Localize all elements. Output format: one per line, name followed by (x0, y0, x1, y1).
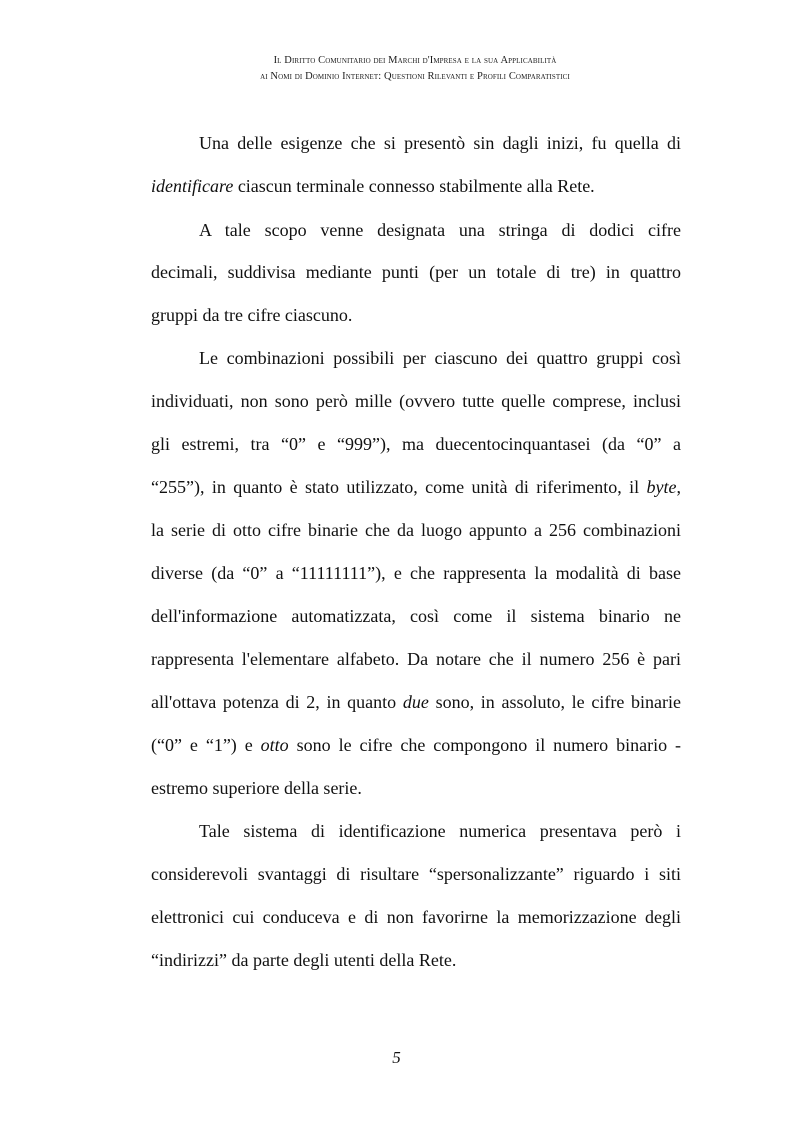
paragraph-3-line-9 (151, 691, 681, 713)
paragraph-3-line-3: gli estremi, tra “0” e “999”), ma duecentocinquantasei (da “0” a (151, 434, 681, 454)
paragraph-2-line-1: A tale scopo venne designata una stringa di dodici cifre (199, 220, 681, 240)
paragraph-3-line-2: individuati, non sono però mille (ovvero tutte quelle comprese, inclusi (151, 391, 681, 411)
paragraph-3-line-7: dell'informazione automatizzata, così come il sistema binario ne (151, 606, 681, 626)
paragraph-2-line-2: decimali, suddivisa mediante punti (per un totale di tre) in quattro (151, 262, 681, 282)
italic-term-due: due (402, 692, 429, 712)
paragraph-1-line-2 (151, 175, 681, 197)
paragraph-3-line-9-text-a: all'ottava potenza di 2, in quanto (151, 692, 397, 712)
paragraph-3-line-4-comma: , (676, 477, 681, 497)
paragraph-3-line-9-text-b: sono, in assoluto, le cifre binarie (435, 692, 682, 712)
paragraph-1-line-1: Una delle esigenze che si presentò sin dagli inizi, fu quella di (199, 133, 681, 153)
paragraph-3-line-8: rappresenta l'elementare alfabeto. Da notare che il numero 256 è pari (151, 649, 681, 669)
paragraph-3-line-4-text: “255”), in quanto è stato utilizzato, come unità di riferimento, il (151, 477, 640, 497)
italic-term-identificare: identificare (151, 176, 234, 196)
paragraph-4-line-3: elettronici cui conduceva e di non favorirne la memorizzazione degli (151, 907, 681, 927)
italic-term-otto: otto (260, 735, 289, 755)
page-number: 5 (392, 1048, 401, 1067)
paragraph-3-line-10-text-a: (“0” e “1”) e (151, 735, 253, 755)
italic-term-byte: byte (646, 477, 677, 497)
paragraph-3-line-4 (151, 476, 681, 498)
paragraph-3-line-5: la serie di otto cifre binarie che da luogo appunto a 256 combinazioni (151, 520, 681, 540)
paragraph-1-line-2-text: ciascun terminale connesso stabilmente alla Rete. (233, 176, 595, 196)
header-line-2: ai Nomi di Dominio Internet: Questioni Rilevanti e Profili Comparatistici (260, 71, 570, 82)
paragraph-3-line-10 (151, 734, 681, 756)
paragraph-4-line-2: considerevoli svantaggi di risultare “spersonalizzante” riguardo i siti (151, 864, 681, 884)
paragraph-4-line-4: “indirizzi” da parte degli utenti della Rete. (151, 950, 457, 970)
paragraph-3-line-1: Le combinazioni possibili per ciascuno dei quattro gruppi così (199, 348, 681, 368)
paragraph-4-line-1: Tale sistema di identificazione numerica presentava però i (199, 821, 681, 841)
paragraph-3-line-10-text-b: sono le cifre che compongono il numero binario - (296, 735, 681, 755)
running-header (150, 53, 680, 85)
paragraph-3-line-11: estremo superiore della serie. (151, 778, 362, 798)
paragraph-2-line-3: gruppi da tre cifre ciascuno. (151, 305, 353, 325)
paragraph-3-line-6: diverse (da “0” a “11111111”), e che rappresenta la modalità di base (151, 563, 681, 583)
header-line-1: Il Diritto Comunitario dei Marchi d'Impresa e la sua Applicabilità (273, 55, 557, 66)
